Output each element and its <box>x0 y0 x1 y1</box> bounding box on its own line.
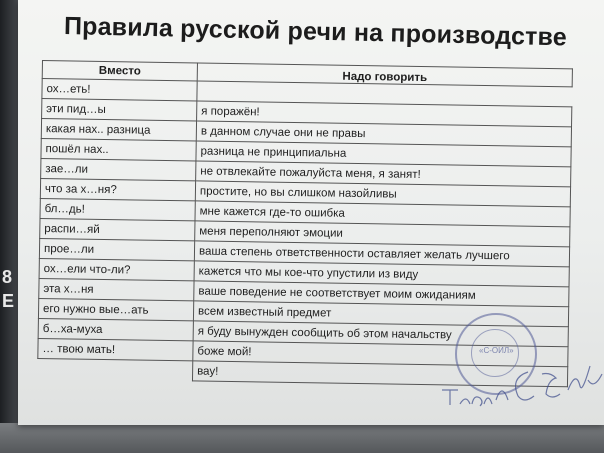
cell-say: ваше поведение не соответствует моим ожиданиям <box>194 281 569 307</box>
cell-say: кажется что мы кое-что упустили из виду <box>194 261 569 287</box>
sheet-title: Правила русской речи на производстве <box>63 12 568 52</box>
cell-say: я буду вынужден сообщить об этом начальству <box>193 321 568 347</box>
cell-say: ваша степень ответственности оставляет желать лучшего <box>194 241 569 267</box>
cell-say: всем известный предмет <box>193 301 568 327</box>
cell-instead: эта х…ня <box>39 278 194 300</box>
cell-say: боже мой! <box>193 341 568 367</box>
cell-say: вау! <box>192 361 567 387</box>
cell-say: мне кажется где-то ошибка <box>195 201 570 227</box>
handwritten-signature <box>438 360 604 410</box>
cell-say: меня переполняют эмоции <box>195 221 570 247</box>
paper-sheet <box>18 0 604 425</box>
cell-say: не отвлекайте пожалуйста меня, я занят! <box>196 161 571 187</box>
bottom-edge-background <box>0 423 604 453</box>
header-instead: Вместо <box>42 61 197 81</box>
cell-instead: ох…еть! <box>42 79 197 101</box>
cell-say: в данном случае они не правы <box>196 121 571 147</box>
cell-instead: бл…дь! <box>40 198 195 220</box>
edge-mark: E <box>2 291 15 311</box>
cell-instead: б…ха-муха <box>38 318 193 340</box>
cell-instead: что за х…ня? <box>40 178 195 200</box>
cell-instead: какая нах.. разница <box>41 119 196 141</box>
cell-empty <box>37 358 192 380</box>
cell-say: разница не принципиальна <box>196 141 571 167</box>
cell-instead: его нужно вые…ать <box>38 298 193 320</box>
stamp-text: «С-ОИЛ» <box>479 346 514 355</box>
header-say: Надо говорить <box>197 63 572 87</box>
cell-instead: зае…ли <box>41 158 196 180</box>
cell-instead: ох…ели что-ли? <box>39 258 194 280</box>
cell-instead: … твою мать! <box>38 338 193 360</box>
cell-say: простите, но вы слишком назойливы <box>195 181 570 207</box>
edge-mark: 8 <box>2 267 13 287</box>
cell-say: я поражён! <box>197 101 572 127</box>
cell-instead: эти пид…ы <box>42 99 197 121</box>
cell-instead: распи…яй <box>40 218 195 240</box>
cell-instead: пошёл нах.. <box>41 138 196 160</box>
cell-instead: прое…ли <box>39 238 194 260</box>
